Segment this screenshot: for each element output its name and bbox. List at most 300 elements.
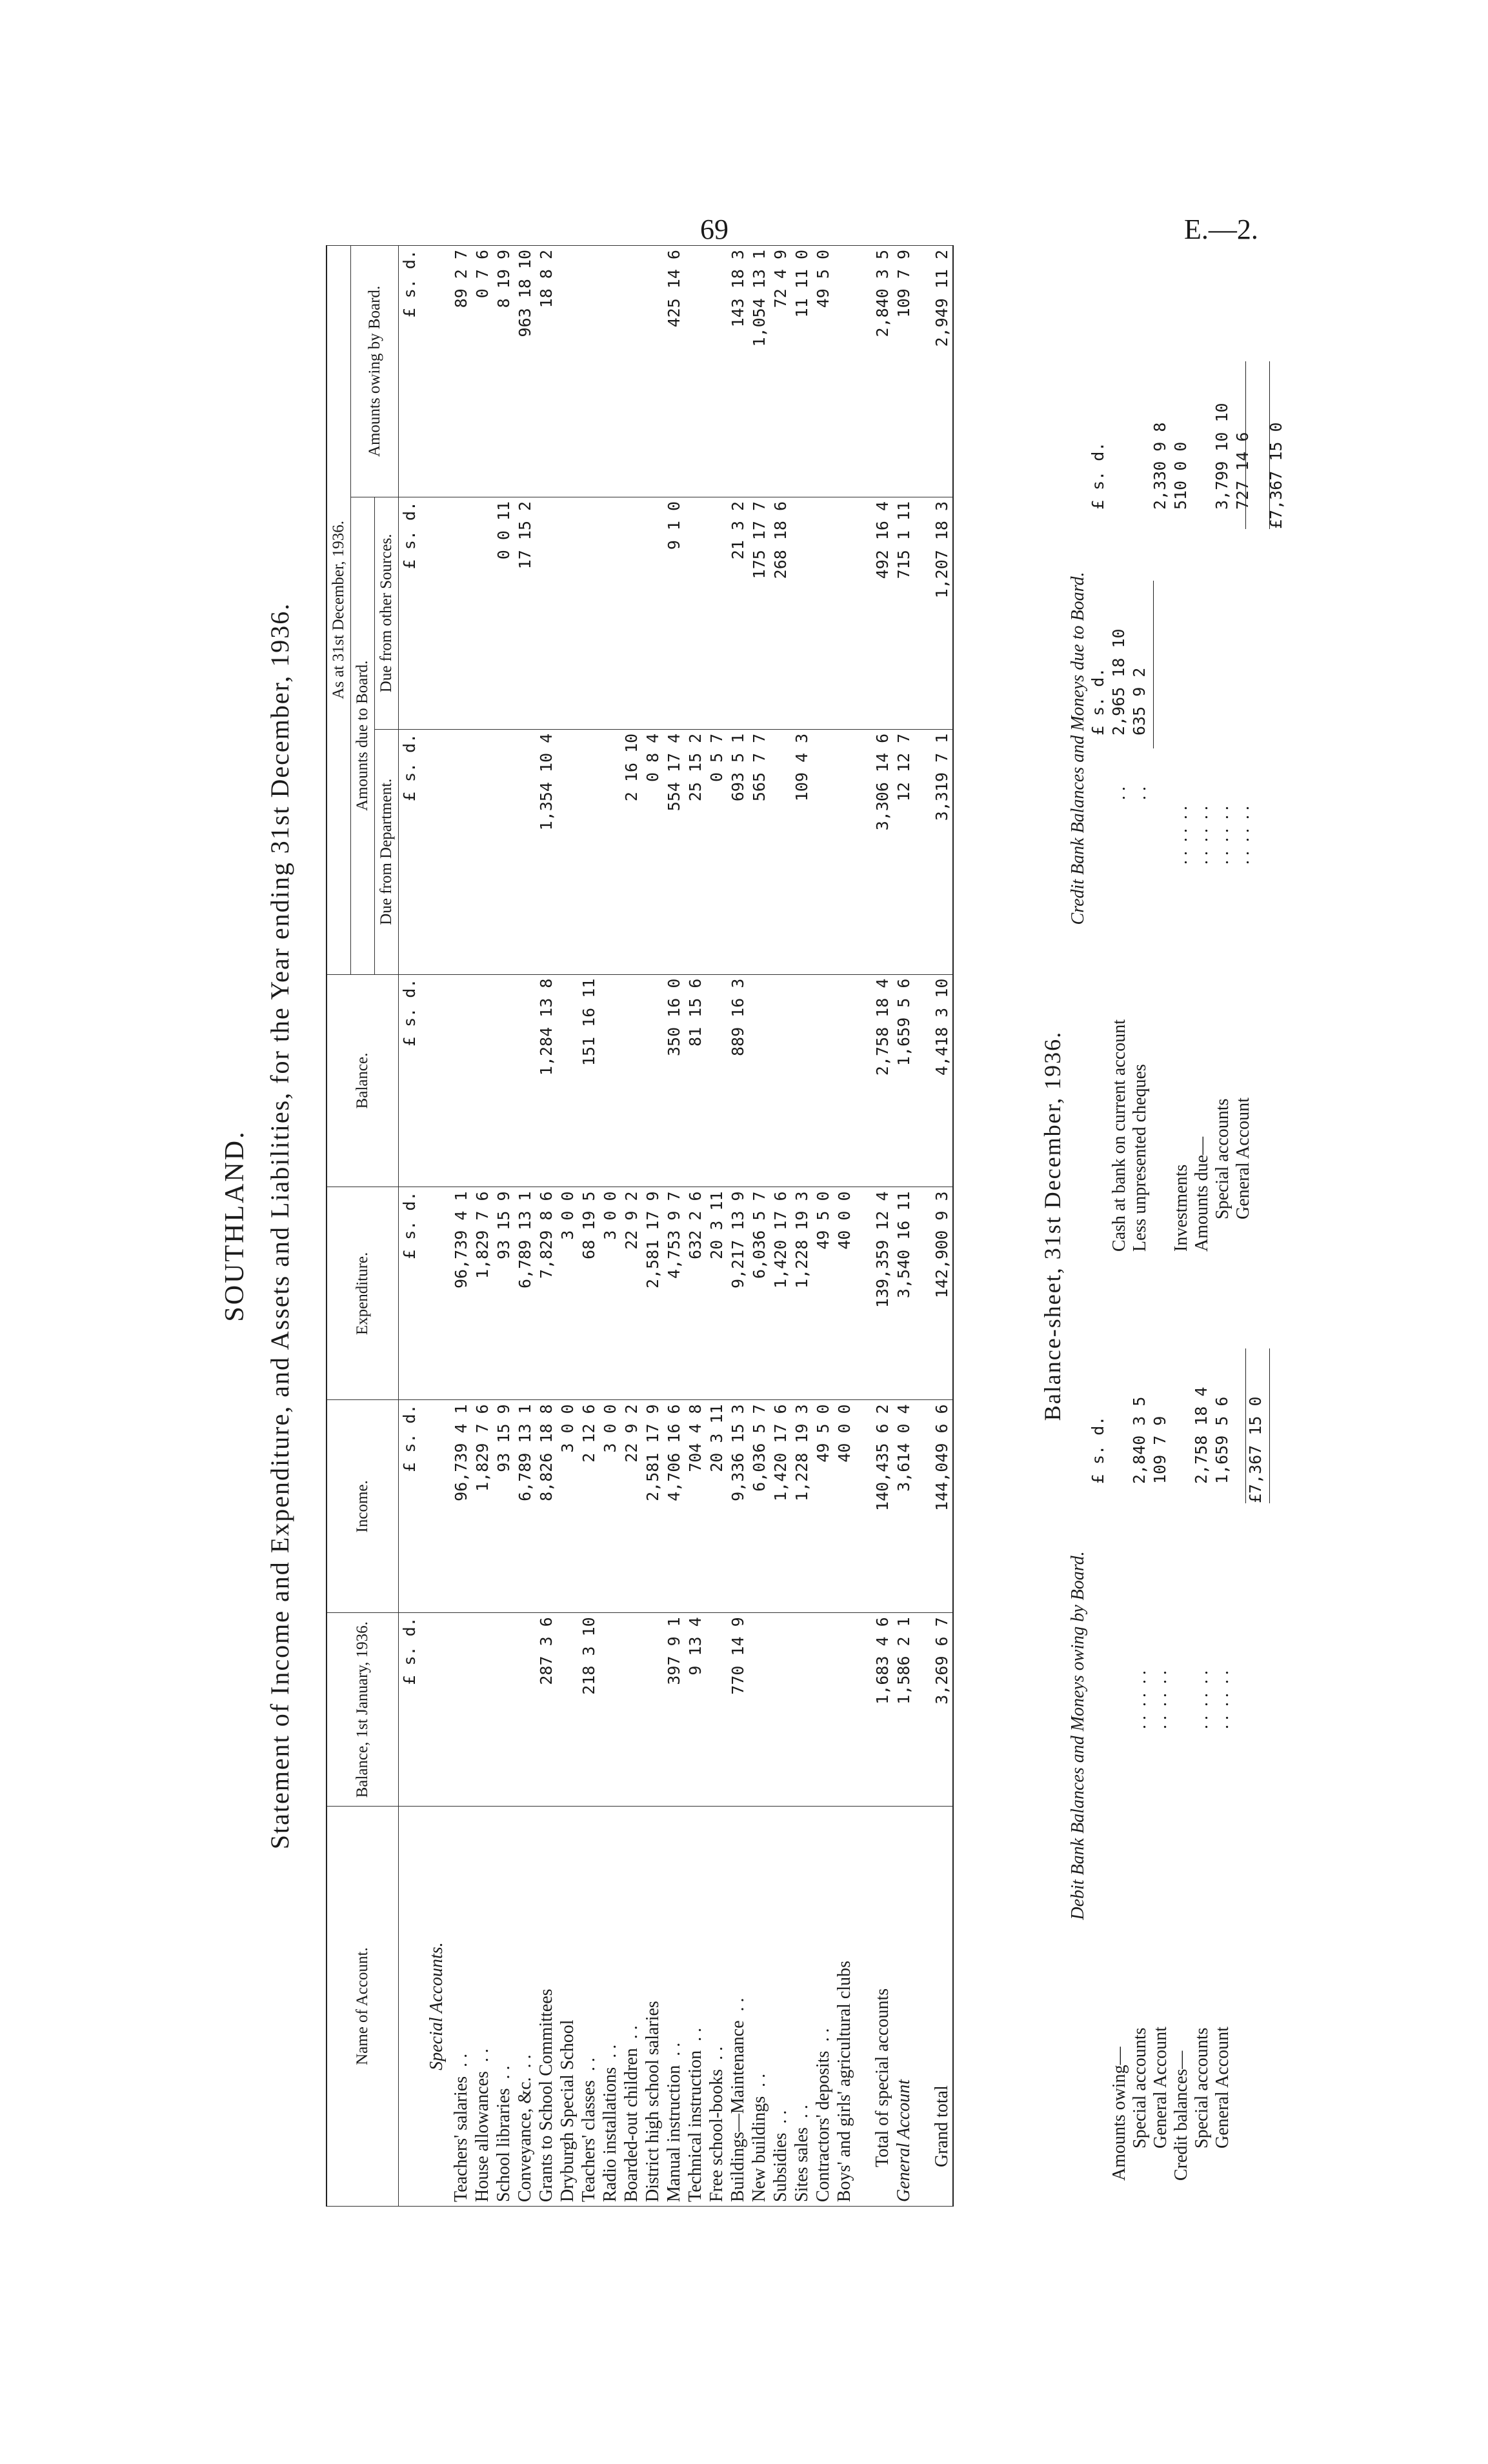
cell-open <box>749 1613 770 1807</box>
unit-label: £ s. d. <box>399 729 421 974</box>
cell-owing: 49 5 0 <box>812 246 834 497</box>
cell-exp: 6,789 13 1 <box>514 1187 536 1400</box>
cell-bal: 151 16 11 <box>578 974 599 1187</box>
account-name-cell <box>557 1807 578 2207</box>
account-name: Grants to School Committees <box>536 1988 556 2202</box>
debit-cb-general-label: General Account <box>1212 2027 1232 2148</box>
cell-owing: 11 11 0 <box>791 246 812 497</box>
table-row <box>834 246 855 2207</box>
cell-exp: 3,540 16 11 <box>893 1187 914 1400</box>
table-row <box>872 246 893 2207</box>
credit-special-label: Special accounts <box>1212 1098 1232 1219</box>
cell-dept <box>812 729 834 974</box>
cell-other <box>706 497 727 729</box>
page-number: 69 <box>700 214 729 245</box>
account-name: New buildings <box>749 2096 769 2202</box>
cell-other: 9 1 0 <box>663 497 685 729</box>
cell-owing: 0 7 6 <box>472 246 493 497</box>
page-reference: E.—2. <box>1184 214 1258 245</box>
cell-open <box>557 1613 578 1807</box>
account-name: Boys' and girls' agricultural clubs <box>834 1960 854 2202</box>
cell-other: 0 0 11 <box>493 497 514 729</box>
cell-exp: 632 2 6 <box>685 1187 706 1400</box>
account-name-cell <box>514 1807 536 2207</box>
cell-exp: 1,829 7 6 <box>472 1187 493 1400</box>
cell-bal: 2,758 18 4 <box>872 974 893 1187</box>
table-row <box>599 246 621 2207</box>
balance-sheet-title: Balance-sheet, 31st December, 1936. <box>1040 1030 1065 1421</box>
cell-other: 492 16 4 <box>872 497 893 729</box>
spacer-cell <box>914 1807 931 2207</box>
table-row <box>642 246 663 2207</box>
spacer-cell <box>914 1613 931 1807</box>
table-row <box>472 246 493 2207</box>
cell-bal <box>834 974 855 1187</box>
cell-dept <box>599 729 621 974</box>
cell-owing <box>621 246 642 497</box>
cell-dept: 3,319 7 1 <box>931 729 953 974</box>
cell-bal: 889 16 3 <box>727 974 749 1187</box>
cell-other <box>472 497 493 729</box>
credit-caption: Credit Bank Balances and Moneys due to Board. <box>1068 572 1088 925</box>
table-row <box>893 246 914 2207</box>
table-row <box>493 246 514 2207</box>
cell-open <box>770 1613 791 1807</box>
cell-owing: 72 4 9 <box>770 246 791 497</box>
cell-dept: 0 5 7 <box>706 729 727 974</box>
cell-dept <box>514 729 536 974</box>
unit-label: £ s. d. <box>399 497 421 729</box>
cell-open <box>599 1613 621 1807</box>
cell-open <box>834 1613 855 1807</box>
col-due-dept: Due from Department. <box>375 729 399 974</box>
cell-income: 4,706 16 6 <box>663 1400 685 1613</box>
cell-exp: 3 0 0 <box>557 1187 578 1400</box>
cell-open: 397 9 1 <box>663 1613 685 1807</box>
cell-dept <box>557 729 578 974</box>
cell-income: 9,336 15 3 <box>727 1400 749 1613</box>
account-name-cell <box>931 1807 953 2207</box>
rotated-page <box>219 194 1284 2258</box>
cell-owing: 18 8 2 <box>536 246 557 497</box>
cell-income: 2,581 17 9 <box>642 1400 663 1613</box>
leader-dots: . . <box>749 2073 769 2087</box>
spacer-cell <box>855 974 872 1187</box>
leader-dots: . . <box>600 2044 620 2058</box>
cell-dept <box>834 729 855 974</box>
account-name: Teachers' classes <box>579 2080 599 2202</box>
col-income: Income. <box>327 1400 399 1613</box>
credit-unit-label-2: £ s. d. <box>1089 441 1107 510</box>
table-row <box>727 246 749 2207</box>
spacer-cell <box>914 1187 931 1400</box>
account-name-cell <box>493 1807 514 2207</box>
credit-unit-label: £ s. d. <box>1089 667 1107 736</box>
cell-income: 140,435 6 2 <box>872 1400 893 1613</box>
spacer-cell <box>855 1807 872 2207</box>
cell-other <box>642 497 663 729</box>
leader-dots: . . <box>770 2110 790 2124</box>
section-row <box>420 246 450 2207</box>
cell-open <box>493 1613 514 1807</box>
cell-income: 1,420 17 6 <box>770 1400 791 1613</box>
cell-income: 704 4 8 <box>685 1400 706 1613</box>
cell-other <box>791 497 812 729</box>
spacer-cell <box>855 497 872 729</box>
spacer-cell <box>855 1613 872 1807</box>
cell-open <box>812 1613 834 1807</box>
cell-income: 3 0 0 <box>599 1400 621 1613</box>
cell-exp: 142,900 9 3 <box>931 1187 953 1400</box>
col-amounts-due: Amounts due to Board. <box>351 497 375 974</box>
unit-label: £ s. d. <box>399 246 421 497</box>
spacer-cell <box>914 246 931 497</box>
unit-label: £ s. d. <box>399 1187 421 1400</box>
cell-income: 3,614 0 4 <box>893 1400 914 1613</box>
cell-exp: 22 9 2 <box>621 1187 642 1400</box>
cell-income: 93 15 9 <box>493 1400 514 1613</box>
credit-investments-value: 510 0 0 <box>1171 441 1190 510</box>
accounts-table <box>326 245 954 2207</box>
spacer-cell <box>855 246 872 497</box>
credit-cash-label: Cash at bank on current account <box>1109 1019 1129 1252</box>
account-name-cell <box>536 1807 557 2207</box>
cell-open: 287 3 6 <box>536 1613 557 1807</box>
spacer-cell <box>914 497 931 729</box>
cell-other: 268 18 6 <box>770 497 791 729</box>
cell-bal: 81 15 6 <box>685 974 706 1187</box>
cell-exp: 3 0 0 <box>599 1187 621 1400</box>
cell-income: 8,826 18 8 <box>536 1400 557 1613</box>
debit-special-label: Special accounts <box>1130 2027 1150 2148</box>
credit-amounts-due-label: Amounts due— <box>1192 1136 1212 1252</box>
cell-dept <box>578 729 599 974</box>
cell-other <box>834 497 855 729</box>
account-name-cell <box>450 1807 472 2207</box>
col-as-at: As at 31st December, 1936. <box>327 246 351 975</box>
cell-other <box>578 497 599 729</box>
table-row <box>450 246 472 2207</box>
account-name: Total of special accounts <box>872 1988 892 2167</box>
cell-dept <box>770 729 791 974</box>
cell-other: 715 1 11 <box>893 497 914 729</box>
cell-dept: 0 8 4 <box>642 729 663 974</box>
unit-label: £ s. d. <box>399 1613 421 1807</box>
cell-open <box>706 1613 727 1807</box>
cell-dept: 565 7 7 <box>749 729 770 974</box>
spacer-cell <box>855 729 872 974</box>
table-row <box>557 246 578 2207</box>
credit-less-label: Less unpresented cheques <box>1130 1064 1150 1252</box>
account-name: Sites sales <box>792 2127 812 2202</box>
credit-less-value: 635 9 2 <box>1130 667 1149 736</box>
cell-other <box>621 497 642 729</box>
account-name: Radio installations <box>600 2067 620 2202</box>
account-name: Contractors' deposits <box>813 2050 833 2202</box>
cell-dept: 1,354 10 4 <box>536 729 557 974</box>
debit-cb-general-value: 1,659 5 6 <box>1212 1396 1231 1484</box>
table-row <box>663 246 685 2207</box>
account-name-cell <box>872 1807 893 2207</box>
cell-exp: 7,829 8 6 <box>536 1187 557 1400</box>
debit-credit-balances-label: Credit balances— <box>1171 2050 1191 2181</box>
cell-owing <box>578 246 599 497</box>
debit-special-value: 2,840 3 5 <box>1130 1396 1149 1484</box>
cell-open <box>642 1613 663 1807</box>
cell-bal <box>770 974 791 1187</box>
leader-dots: . . <box>621 2025 641 2039</box>
cell-income: 22 9 2 <box>621 1400 642 1613</box>
debit-cb-special-value: 2,758 18 4 <box>1192 1387 1211 1484</box>
cell-exp: 1,420 17 6 <box>770 1187 791 1400</box>
cell-bal: 1,284 13 8 <box>536 974 557 1187</box>
cell-other: 17 15 2 <box>514 497 536 729</box>
cell-exp: 49 5 0 <box>812 1187 834 1400</box>
account-name: House allowances <box>472 2071 492 2202</box>
table-row <box>621 246 642 2207</box>
cell-open <box>791 1613 812 1807</box>
cell-owing: 2,949 11 2 <box>931 246 953 497</box>
table-row <box>536 246 557 2207</box>
cell-bal: 350 16 0 <box>663 974 685 1187</box>
spacer-cell <box>855 1400 872 1613</box>
spacer-cell <box>914 1400 931 1613</box>
cell-bal <box>791 974 812 1187</box>
cell-open <box>514 1613 536 1807</box>
table-body <box>399 246 954 2207</box>
debit-block: Debit Bank Balances and Moneys owing by Board. £ s. d. Amounts owing— Special accounts . . . . . . 2,840 3 5 General Account . . . . . . 109 7 9 Credit balances— Special accounts . . . . . . 2,758 18 4 General Account . . . . . . 1,659 5 6 £7,367 15 0 <box>1068 1290 1267 2181</box>
cell-exp: 9,217 13 9 <box>727 1187 749 1400</box>
account-name-cell <box>770 1807 791 2207</box>
cell-dept <box>493 729 514 974</box>
cell-other: 1,207 18 3 <box>931 497 953 729</box>
cell-other <box>812 497 834 729</box>
debit-general-label: General Account <box>1151 2027 1171 2148</box>
cell-income: 6,789 13 1 <box>514 1400 536 1613</box>
cell-open: 9 13 4 <box>685 1613 706 1807</box>
col-expenditure: Expenditure. <box>327 1187 399 1400</box>
unit-label: £ s. d. <box>399 974 421 1187</box>
credit-special-value: 3,799 10 10 <box>1212 403 1231 510</box>
cell-dept: 554 17 4 <box>663 729 685 974</box>
cell-other <box>536 497 557 729</box>
account-name-cell <box>749 1807 770 2207</box>
table-row <box>812 246 834 2207</box>
cell-owing <box>706 246 727 497</box>
leader-dots: . . <box>792 2105 812 2119</box>
account-name-cell <box>812 1807 834 2207</box>
cell-open <box>450 1613 472 1807</box>
spacer-row <box>914 246 931 2207</box>
cell-owing: 143 18 3 <box>727 246 749 497</box>
debit-general-value: 109 7 9 <box>1151 1416 1169 1484</box>
cell-dept <box>472 729 493 974</box>
leader-dots: . . <box>515 2054 535 2068</box>
spacer-row <box>855 246 872 2207</box>
account-name: Buildings—Maintenance <box>728 2020 748 2202</box>
credit-general-value: 727 14 6 <box>1233 432 1252 510</box>
spacer-cell <box>914 729 931 974</box>
col-owing: Amounts owing by Board. <box>351 246 399 497</box>
cell-bal: 1,659 5 6 <box>893 974 914 1187</box>
cell-dept: 3,306 14 6 <box>872 729 893 974</box>
account-name-cell <box>599 1807 621 2207</box>
cell-exp: 139,359 12 4 <box>872 1187 893 1400</box>
cell-exp: 93 15 9 <box>493 1187 514 1400</box>
cell-exp: 20 3 11 <box>706 1187 727 1400</box>
cell-owing: 963 18 10 <box>514 246 536 497</box>
account-name-cell <box>893 1807 914 2207</box>
cell-income: 1,829 7 6 <box>472 1400 493 1613</box>
cell-bal <box>450 974 472 1187</box>
cell-bal <box>557 974 578 1187</box>
leader-dots: . . <box>664 2042 684 2056</box>
cell-owing: 1,054 13 1 <box>749 246 770 497</box>
cell-income: 20 3 11 <box>706 1400 727 1613</box>
credit-total: £7,367 15 0 <box>1267 422 1285 529</box>
statement-title: Statement of Income and Expenditure, and Assets and Liabilities, for the Year ending 31st December, 1936. <box>265 602 294 1850</box>
cell-owing: 8 19 9 <box>493 246 514 497</box>
account-name: Grand total <box>932 2085 952 2167</box>
cell-income: 1,228 19 3 <box>791 1400 812 1613</box>
cell-bal <box>812 974 834 1187</box>
cell-dept <box>450 729 472 974</box>
debit-total: £7,367 15 0 <box>1246 1396 1265 1503</box>
cell-other: 21 3 2 <box>727 497 749 729</box>
col-balance: Balance. <box>327 974 399 1187</box>
cell-open: 3,269 6 7 <box>931 1613 953 1807</box>
cell-owing: 89 2 7 <box>450 246 472 497</box>
debit-caption: Debit Bank Balances and Moneys owing by Board. <box>1068 1551 1088 1920</box>
account-name-cell <box>472 1807 493 2207</box>
col-due-other: Due from other Sources. <box>375 497 399 729</box>
account-name: Manual instruction <box>664 2065 684 2202</box>
account-name-cell <box>642 1807 663 2207</box>
cell-owing: 109 7 9 <box>893 246 914 497</box>
cell-income: 2 12 6 <box>578 1400 599 1613</box>
table-row <box>749 246 770 2207</box>
leader-dots: . . <box>494 2065 514 2079</box>
cell-open <box>621 1613 642 1807</box>
account-name: Boarded-out children <box>621 2048 641 2202</box>
cell-bal <box>514 974 536 1187</box>
credit-general-label: General Account <box>1233 1097 1253 1219</box>
leader-dots: . . <box>728 1998 748 2012</box>
leader-dots: . . <box>707 2046 727 2060</box>
cell-exp: 4,753 9 7 <box>663 1187 685 1400</box>
cell-bal <box>599 974 621 1187</box>
debit-cb-special-label: Special accounts <box>1192 2027 1212 2148</box>
cell-income: 96,739 4 1 <box>450 1400 472 1613</box>
account-name: Subsidies <box>770 2132 790 2202</box>
account-name: Free school-books <box>707 2068 727 2202</box>
cell-exp: 40 0 0 <box>834 1187 855 1400</box>
credit-net-value: 2,330 9 8 <box>1151 422 1169 510</box>
leader-dots: . . <box>685 2027 705 2041</box>
account-name-cell <box>621 1807 642 2207</box>
cell-bal <box>749 974 770 1187</box>
cell-dept: 2 16 10 <box>621 729 642 974</box>
table-row <box>770 246 791 2207</box>
account-name-cell <box>685 1807 706 2207</box>
cell-income: 49 5 0 <box>812 1400 834 1613</box>
account-name-cell <box>663 1807 685 2207</box>
leader-dots: . . <box>813 2028 833 2042</box>
account-name-cell <box>727 1807 749 2207</box>
account-name: General Account <box>894 2079 914 2202</box>
cell-income: 3 0 0 <box>557 1400 578 1613</box>
table-row <box>578 246 599 2207</box>
cell-other: 175 17 7 <box>749 497 770 729</box>
cell-open: 770 14 9 <box>727 1613 749 1807</box>
cell-exp: 68 19 5 <box>578 1187 599 1400</box>
cell-open: 218 3 10 <box>578 1613 599 1807</box>
cell-owing <box>599 246 621 497</box>
table-row <box>931 246 953 2207</box>
cell-exp: 6,036 5 7 <box>749 1187 770 1400</box>
cell-dept: 109 4 3 <box>791 729 812 974</box>
account-name: Conveyance, &c. <box>515 2077 535 2202</box>
cell-bal <box>621 974 642 1187</box>
credit-investments-label: Investments <box>1171 1164 1191 1252</box>
cell-other <box>557 497 578 729</box>
cell-owing <box>685 246 706 497</box>
cell-dept: 12 12 7 <box>893 729 914 974</box>
col-name: Name of Account. <box>327 1807 399 2207</box>
debit-unit-label: £ s. d. <box>1089 1416 1107 1484</box>
leader-dots: . . <box>472 2048 492 2063</box>
cell-bal <box>472 974 493 1187</box>
cell-dept: 25 15 2 <box>685 729 706 974</box>
cell-open: 1,586 2 1 <box>893 1613 914 1807</box>
cell-income: 40 0 0 <box>834 1400 855 1613</box>
cell-bal: 4,418 3 10 <box>931 974 953 1187</box>
cell-income: 6,036 5 7 <box>749 1400 770 1613</box>
account-name: District high school salaries <box>643 2001 663 2202</box>
cell-owing: 425 14 6 <box>663 246 685 497</box>
cell-exp: 96,739 4 1 <box>450 1187 472 1400</box>
account-name-cell <box>578 1807 599 2207</box>
cell-other <box>450 497 472 729</box>
cell-bal <box>642 974 663 1187</box>
account-name: Teachers' salaries <box>451 2076 471 2202</box>
spacer-cell <box>855 1187 872 1400</box>
unit-label: £ s. d. <box>399 1400 421 1613</box>
col-balance-open: Balance, 1st January, 1936. <box>327 1613 399 1807</box>
units-row <box>399 246 421 2207</box>
table-row <box>706 246 727 2207</box>
account-name: School libraries <box>494 2088 514 2202</box>
cell-owing: 2,840 3 5 <box>872 246 893 497</box>
account-name: Technical instruction <box>685 2050 705 2202</box>
account-name: Dryburgh Special School <box>558 2019 578 2202</box>
credit-cash-value: 2,965 18 10 <box>1109 628 1128 736</box>
cell-exp: 2,581 17 9 <box>642 1187 663 1400</box>
section-special-heading: Special Accounts. <box>420 1807 450 2207</box>
cell-exp: 1,228 19 3 <box>791 1187 812 1400</box>
cell-income: 144,049 6 6 <box>931 1400 953 1613</box>
account-name-cell <box>706 1807 727 2207</box>
credit-block: Credit Bank Balances and Moneys due to Board. £ s. d. £ s. d. Cash at bank on current account . . 2,965 18 10 Less unpresented cheques . . 635 9 2 2,330 9 8 Investments . . . . . . 510 0 0 Amounts due— . . . . . . Special accounts . . . . . . 3,799 10 10 General Account . . . . . . 727 14 6 £7,367 15 0 <box>1068 245 1287 1252</box>
cell-dept: 693 5 1 <box>727 729 749 974</box>
cell-bal <box>706 974 727 1187</box>
cell-owing <box>557 246 578 497</box>
cell-open <box>472 1613 493 1807</box>
cell-other <box>685 497 706 729</box>
cell-owing <box>642 246 663 497</box>
leader-dots: . . <box>579 2058 599 2072</box>
region-title: SOUTHLAND. <box>220 1130 250 1322</box>
